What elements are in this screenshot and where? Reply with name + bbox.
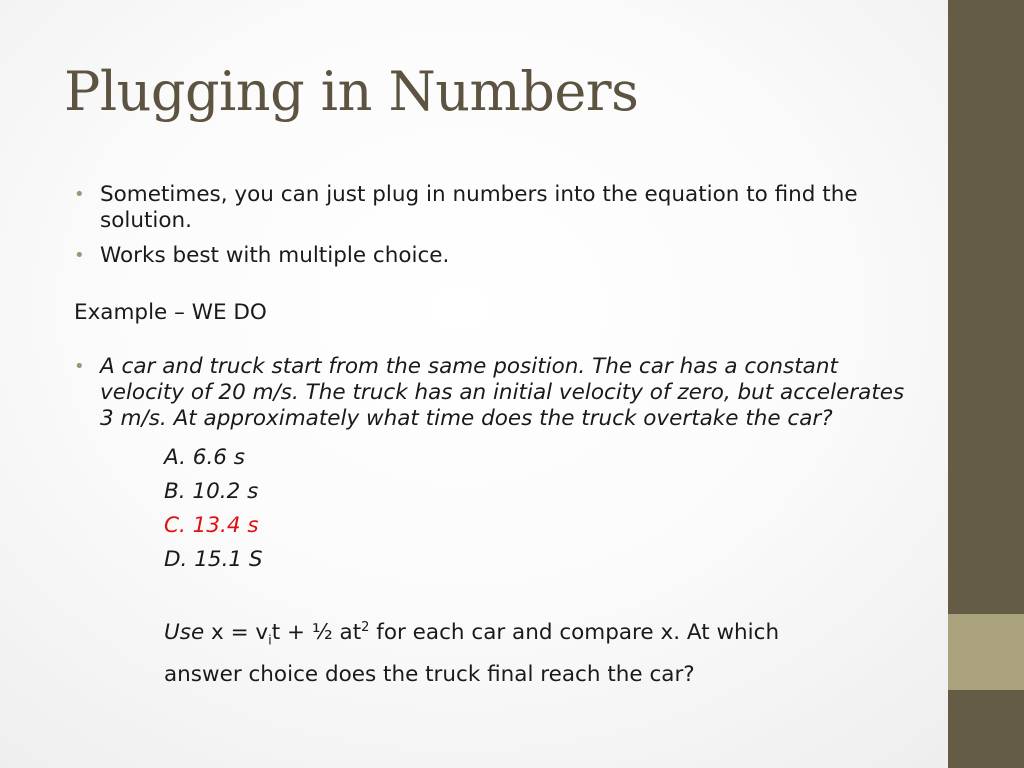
hint-text xyxy=(164,611,914,692)
choice-a: A. 6.6 s xyxy=(164,445,246,470)
sidebar-accent-block xyxy=(948,614,1024,690)
equation-superscript: 2 xyxy=(361,620,370,635)
equation-subscript: i xyxy=(268,633,272,649)
bullet-dot-icon: • xyxy=(74,245,85,266)
bullet-dot-icon: • xyxy=(74,356,85,377)
problem-bullet xyxy=(74,354,914,432)
equation-part: t + ½ at xyxy=(271,620,362,646)
bullet-item xyxy=(74,182,914,234)
problem-text: A car and truck start from the same position. The car has a constant velocity of 20 m/s. The truck has an initial velocity of zero, but accelerates 3 m/s. At approximately what time does the truck overtake the car? xyxy=(100,354,905,431)
choice-d: D. 15.1 S xyxy=(164,547,263,572)
hint-use-word: Use xyxy=(164,620,205,646)
choice-c-correct: C. 13.4 s xyxy=(164,513,259,538)
slide-body xyxy=(74,182,914,692)
sidebar-decoration xyxy=(948,0,1024,768)
hint-line-1 xyxy=(164,611,914,658)
hint-line-2: answer choice does the truck final reach the car? xyxy=(164,662,695,688)
choice-b: B. 10.2 s xyxy=(164,479,259,504)
bullet-dot-icon: • xyxy=(74,184,85,205)
slide-title: Plugging in Numbers xyxy=(64,60,639,123)
equation-part: for each car and compare x. At which xyxy=(369,620,780,646)
bullet-text: Works best with multiple choice. xyxy=(100,243,450,268)
bullet-text: Sometimes, you can just plug in numbers into the equation to find the solution. xyxy=(100,182,858,233)
answer-choices xyxy=(164,441,914,577)
equation-part: x = v xyxy=(204,620,269,646)
bullet-item xyxy=(74,243,914,269)
example-label: Example – WE DO xyxy=(74,300,267,325)
